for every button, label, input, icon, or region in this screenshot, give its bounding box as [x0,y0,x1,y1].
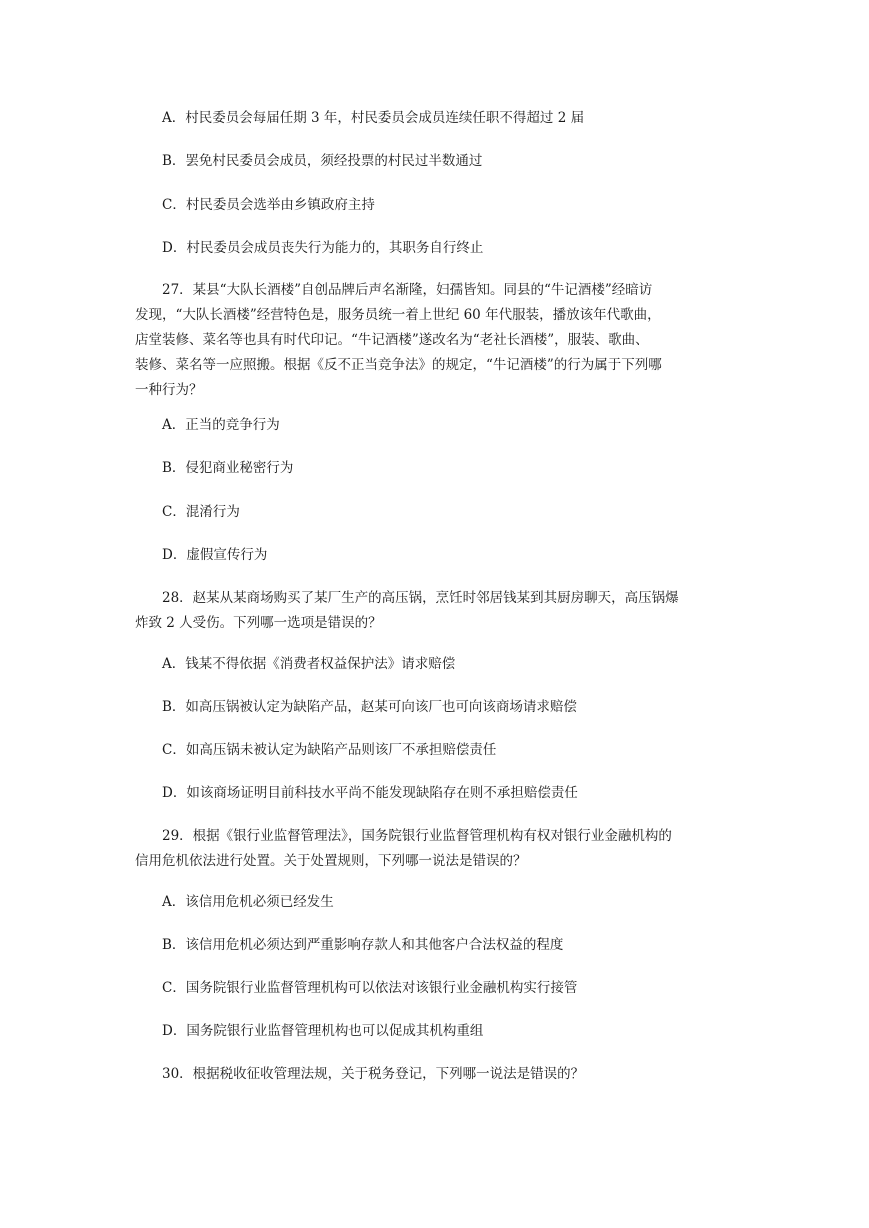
q29-option-a: A．该信用危机必须已经发生 [162,894,334,910]
q26-option-c: C．村民委员会选举由乡镇政府主持 [162,197,375,213]
q29-stem-line-2: 信用危机依法进行处置。关于处置规则，下列哪一说法是错误的？ [135,853,527,869]
q29-option-c: C．国务院银行业监督管理机构可以依法对该银行业金融机构实行接管 [162,980,578,996]
q26-option-d: D．村民委员会成员丧失行为能力的，其职务自行终止 [162,240,484,256]
q30-stem-line-1: 30．根据税收征收管理法规，关于税务登记，下列哪一说法是错误的？ [162,1066,585,1082]
q27-stem-line-5: 一种行为？ [135,382,203,398]
q26-option-b: B．罢免村民委员会成员，须经投票的村民过半数通过 [162,153,483,169]
q28-stem-line-2: 炸致 2 人受伤。下列哪一选项是错误的？ [135,615,382,631]
q26-option-a: A．村民委员会每届任期 3 年，村民委员会成员连续任职不得超过 2 届 [162,110,585,126]
q27-option-c: C．混淆行为 [162,504,240,520]
q28-option-c: C．如高压锅未被认定为缺陷产品则该厂不承担赔偿责任 [162,742,497,758]
q27-stem-line-3: 店堂装修、菜名等也具有时代印记。“牛记酒楼”遂改名为“老社长酒楼”，服装、歌曲、 [135,332,649,348]
q27-stem-line-1: 27．某县“大队长酒楼”自创品牌后声名渐隆，妇孺皆知。同县的“牛记酒楼”经暗访 [162,282,653,298]
q28-option-d: D．如该商场证明目前科技水平尚不能发现缺陷存在则不承担赔偿责任 [162,785,578,801]
q29-option-d: D．国务院银行业监督管理机构也可以促成其机构重组 [162,1023,484,1039]
q29-stem-line-1: 29．根据《银行业监督管理法》，国务院银行业监督管理机构有权对银行业金融机构的 [162,828,672,844]
q28-stem-line-1: 28．赵某从某商场购买了某厂生产的高压锅，烹饪时邻居钱某到其厨房聊天，高压锅爆 [162,590,679,606]
q27-stem-line-4: 装修、菜名等一应照搬。根据《反不正当竞争法》的规定，“牛记酒楼”的行为属于下列哪 [135,357,662,373]
q28-option-a: A．钱某不得依据《消费者权益保护法》请求赔偿 [162,656,456,672]
q27-option-a: A．正当的竞争行为 [162,417,280,433]
q27-option-b: B．侵犯商业秘密行为 [162,460,294,476]
q29-option-b: B．该信用危机必须达到严重影响存款人和其他客户合法权益的程度 [162,937,564,953]
q27-stem-line-2: 发现，“大队长酒楼”经营特色是，服务员统一着上世纪 60 年代服装，播放该年代歌曲， [135,307,661,323]
q27-option-d: D．虚假宣传行为 [162,547,268,563]
q28-option-b: B．如高压锅被认定为缺陷产品，赵某可向该厂也可向该商场请求赔偿 [162,699,577,715]
